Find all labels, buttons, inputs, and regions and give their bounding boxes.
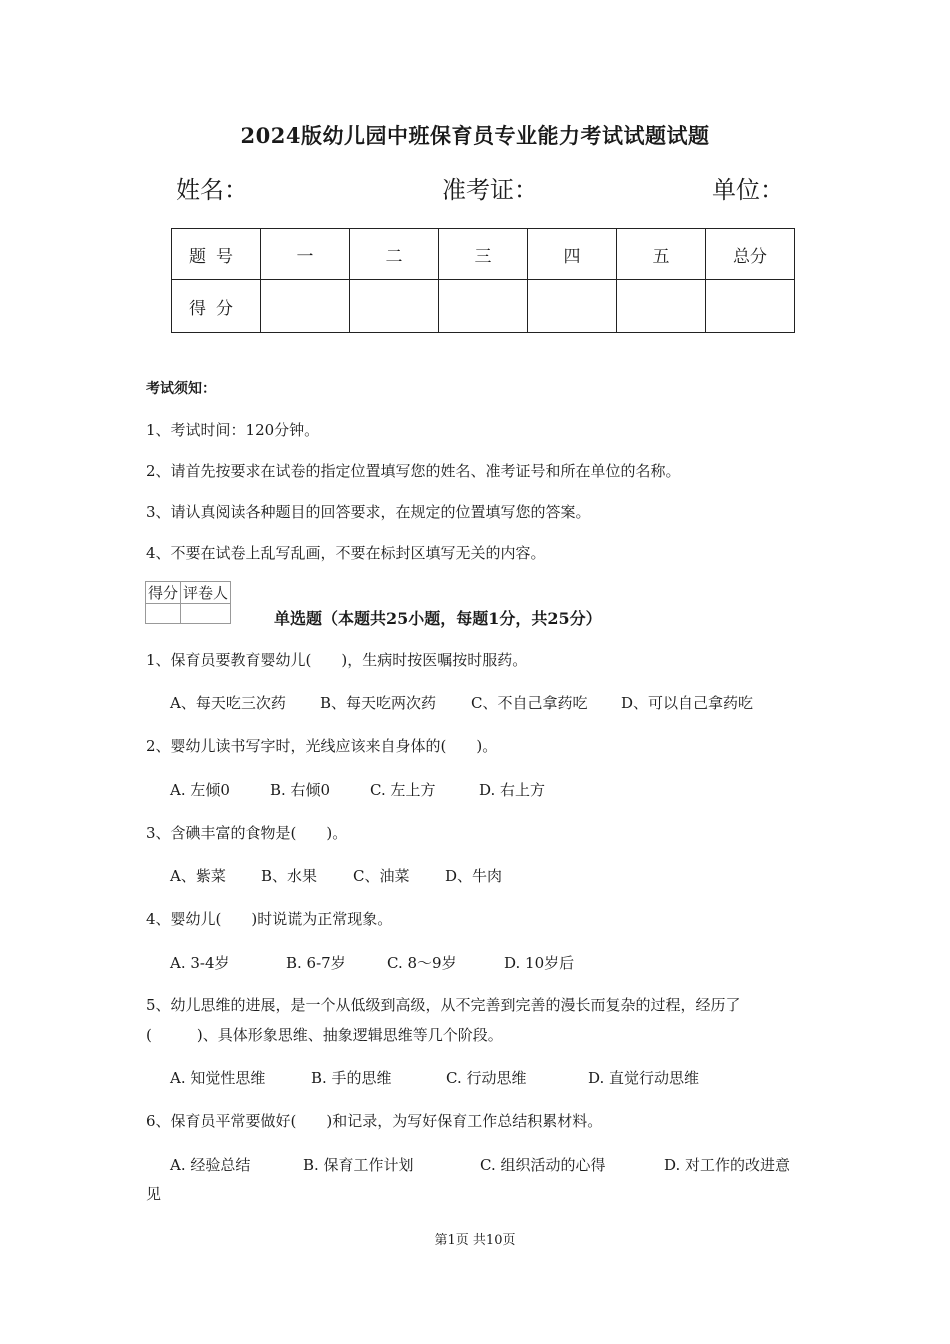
score-cell[interactable] bbox=[528, 280, 617, 333]
score-cell[interactable] bbox=[261, 280, 350, 333]
column-header: 四 bbox=[528, 229, 617, 280]
score-cell[interactable] bbox=[350, 280, 439, 333]
option-c: C. 左上方 bbox=[370, 781, 436, 799]
question-text: 1、保育员要教育婴幼儿( )，生病时按医嘱按时服药。 bbox=[146, 651, 528, 669]
option-b: B. 保育工作计划 bbox=[303, 1156, 414, 1174]
option-d: D. 右上方 bbox=[479, 781, 546, 799]
score-table-score-row bbox=[172, 280, 795, 333]
unit-field-label: 单位： bbox=[712, 176, 784, 204]
question-text: 5、幼儿思维的进展，是一个从低级到高级，从不完善到完善的漫长而复杂的过程，经历了 bbox=[146, 996, 741, 1014]
column-header: 三 bbox=[439, 229, 528, 280]
option-a: A. 左倾0 bbox=[170, 781, 230, 799]
option-b: B. 6-7岁 bbox=[286, 954, 346, 972]
column-header: 总分 bbox=[706, 229, 795, 280]
name-field-label: 姓名： bbox=[176, 176, 248, 204]
row-header-cell: 题号 bbox=[172, 229, 261, 280]
score-table-header-row bbox=[172, 229, 795, 280]
option-c: C、不自己拿药吃 bbox=[471, 694, 588, 712]
option-b: B. 手的思维 bbox=[311, 1069, 392, 1087]
question-text: 3、含碘丰富的食物是( )。 bbox=[146, 824, 348, 842]
grader-score-cell[interactable] bbox=[146, 604, 181, 624]
exam-id-field-label: 准考证： bbox=[442, 176, 538, 204]
page-footer: 第1页 共10页 bbox=[434, 1233, 516, 1248]
notice-heading: 考试须知： bbox=[146, 381, 216, 397]
option-d: D. 对工作的改进意 bbox=[664, 1156, 791, 1174]
option-b: B、水果 bbox=[261, 867, 318, 885]
option-a: A、每天吃三次药 bbox=[170, 694, 286, 712]
option-d: D、牛肉 bbox=[445, 867, 503, 885]
option-b: B、每天吃两次药 bbox=[320, 694, 437, 712]
grader-box bbox=[145, 581, 231, 624]
option-c: C. 组织活动的心得 bbox=[480, 1156, 606, 1174]
option-a: A. 经验总结 bbox=[170, 1156, 251, 1174]
grader-name-label: 评卷人 bbox=[181, 582, 231, 604]
score-cell[interactable] bbox=[706, 280, 795, 333]
notice-item: 4、不要在试卷上乱写乱画，不要在标封区填写无关的内容。 bbox=[146, 544, 546, 562]
option-d: D. 10岁后 bbox=[504, 954, 575, 972]
question-text-continued: ( )、具体形象思维、抽象逻辑思维等几个阶段。 bbox=[146, 1026, 503, 1044]
score-cell[interactable] bbox=[439, 280, 528, 333]
notice-item: 1、考试时间：120分钟。 bbox=[146, 421, 320, 439]
question-text: 4、婴幼儿( )时说谎为正常现象。 bbox=[146, 910, 393, 928]
column-header: 二 bbox=[350, 229, 439, 280]
option-d: D. 直觉行动思维 bbox=[588, 1069, 700, 1087]
grader-name-cell[interactable] bbox=[181, 604, 231, 624]
score-table bbox=[171, 228, 795, 333]
score-cell[interactable] bbox=[617, 280, 706, 333]
option-a: A、紫菜 bbox=[170, 867, 226, 885]
grader-score-label: 得分 bbox=[146, 582, 181, 604]
section-title: 单选题（本题共25小题，每题1分，共25分） bbox=[274, 609, 602, 628]
option-a: A. 知觉性思维 bbox=[170, 1069, 266, 1087]
notice-item: 3、请认真阅读各种题目的回答要求，在规定的位置填写您的答案。 bbox=[146, 503, 591, 521]
question-text: 2、婴幼儿读书写字时，光线应该来自身体的( )。 bbox=[146, 737, 498, 755]
option-b: B. 右倾0 bbox=[270, 781, 331, 799]
option-c: C. 行动思维 bbox=[446, 1069, 527, 1087]
column-header: 一 bbox=[261, 229, 350, 280]
option-c: C、油菜 bbox=[353, 867, 410, 885]
question-text: 6、保育员平常要做好( )和记录，为写好保育工作总结积累材料。 bbox=[146, 1112, 603, 1130]
option-a: A. 3-4岁 bbox=[170, 954, 230, 972]
column-header: 五 bbox=[617, 229, 706, 280]
score-label-cell: 得分 bbox=[172, 280, 261, 333]
notice-item: 2、请首先按要求在试卷的指定位置填写您的姓名、准考证号和所在单位的名称。 bbox=[146, 462, 681, 480]
exam-title: 2024版幼儿园中班保育员专业能力考试试题试题 bbox=[240, 123, 710, 148]
option-d-wrap: 见 bbox=[146, 1185, 162, 1203]
option-d: D、可以自己拿药吃 bbox=[621, 694, 754, 712]
option-c: C. 8～9岁 bbox=[387, 954, 457, 972]
